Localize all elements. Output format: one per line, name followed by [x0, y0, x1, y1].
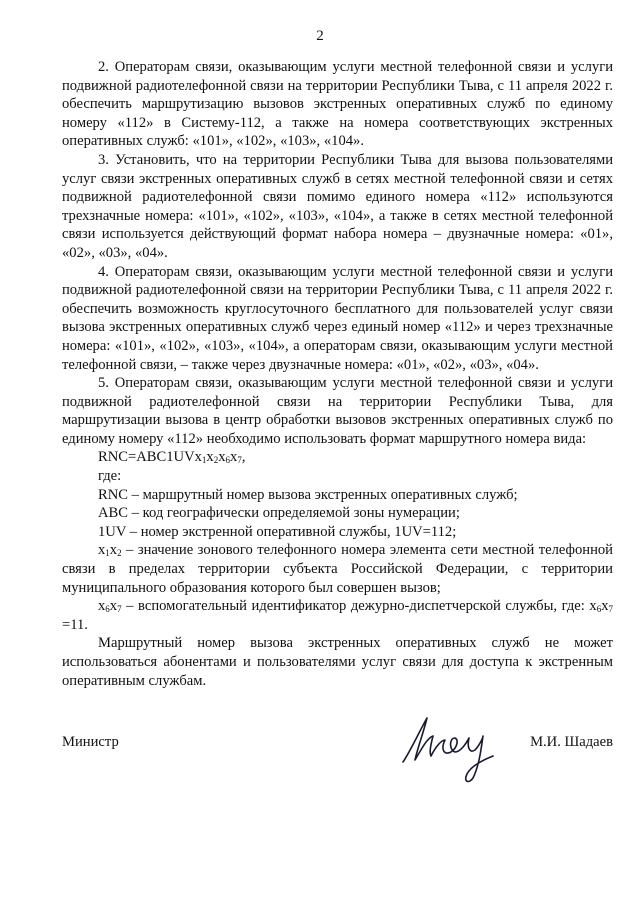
closing-paragraph: Маршрутный номер вызова экстренных оперативных служб не может использоваться абонентами и пользователями услуг связи для доступа к экстренным оперативным службам.: [62, 635, 613, 689]
x6-end-sub: 6: [596, 604, 602, 615]
x6-var: x: [98, 598, 106, 615]
formula-x2: x: [206, 449, 214, 466]
x6-sub: 6: [105, 604, 110, 615]
x6x7-value: =11.: [62, 616, 88, 633]
formula-x7: x: [230, 449, 238, 466]
paragraph-5: 5. Операторам связи, оказывающим услуги местной телефонной связи и услуги подвижной радиотелефонной связи на территории Республики Тыва, для маршрутизации вызова в центр обработки вызовов экстренных оперативных служб по единому номеру «112» необходимо использовать формат маршрутного номера вида:: [62, 375, 613, 447]
definition-x6x7: [62, 597, 613, 634]
signatory-title: Министр: [62, 734, 119, 750]
paragraph-3: 3. Установить, что на территории Республики Тыва для вызова пользователями услуг связи экстренных оперативных служб в сетях местной телефонной связи и сетях подвижной радиотелефонной связи помимо единого номера «112» используются трехзначные номера: «101», «102», «103», «104», а также в сетях местной телефонной связи используется действующий формат набора номера – двузначные номера: «01», «02», «03», «04».: [62, 151, 613, 261]
where-label: где:: [98, 468, 122, 485]
formula-sub-2: 2: [213, 455, 219, 466]
formula-sub-7: 7: [237, 455, 242, 466]
x7-end-sub: 7: [608, 604, 613, 615]
formula-sub-1: 1: [201, 455, 207, 466]
formula-suffix: ,: [241, 449, 246, 466]
definition-rnc: RNC – маршрутный номер вызова экстренных оперативных служб;: [98, 486, 518, 503]
definition-x1x2: [62, 541, 613, 597]
formula-sub-6: 6: [225, 455, 231, 466]
routing-number-formula: [62, 448, 613, 467]
paragraph-4: 4. Операторам связи, оказывающим услуги местной телефонной связи и услуги подвижной радиотелефонной связи на территории Республики Тыва, с 11 апреля 2022 г. обеспечить возможность круглосуточного бесплатного для пользователей услуг связи вызова экстренных оперативных служб через единый номер «112» и через трехзначные номера: «101», «102», «103», «104», а операторам связи, оказывающим услуги местной телефонной связи, – также через двузначные номера: «01», «02», «03», «04».: [62, 263, 613, 373]
x6x7-text: – вспомогательный идентификатор дежурно-диспетчерской службы, где: x: [121, 598, 597, 615]
x7-var: x: [109, 598, 118, 615]
page-number: 2: [316, 28, 324, 44]
x1x2-text: – значение зонового телефонного номера элемента сети местной телефонной связи в пределах территории субъекта Российской Федерации, с территории муниципального образования которого был совершен вызов;: [62, 542, 613, 596]
x1-sub: 1: [105, 548, 110, 559]
definition-uv: 1UV – номер экстренной оперативной службы, 1UV=112;: [98, 523, 457, 540]
handwritten-signature: [397, 710, 507, 790]
formula-x6: x: [218, 449, 226, 466]
document-body: [62, 58, 613, 690]
definition-abc: ABC – код географически определяемой зоны нумерации;: [98, 505, 460, 522]
x2-sub: 2: [117, 548, 122, 559]
formula-prefix: RNC=ABC1UVx: [98, 449, 202, 466]
x7-end-var: x: [601, 598, 609, 615]
signatory-name: М.И. Шадаев: [530, 734, 613, 750]
x1-var: x: [98, 542, 106, 559]
signature-block: [62, 730, 613, 790]
paragraph-2: 2. Операторам связи, оказывающим услуги местной телефонной связи и услуги подвижной радиотелефонной связи на территории Республики Тыва, с 11 апреля 2022 г. обеспечить маршрутизацию вызовов экстренных оперативных служб по единому номеру «112» в Систему-112, а также на номера соответствующих экстренных оперативных служб: «101», «102», «103», «104».: [62, 59, 613, 150]
x2-var: x: [109, 542, 118, 559]
x7-sub: 7: [117, 604, 122, 615]
